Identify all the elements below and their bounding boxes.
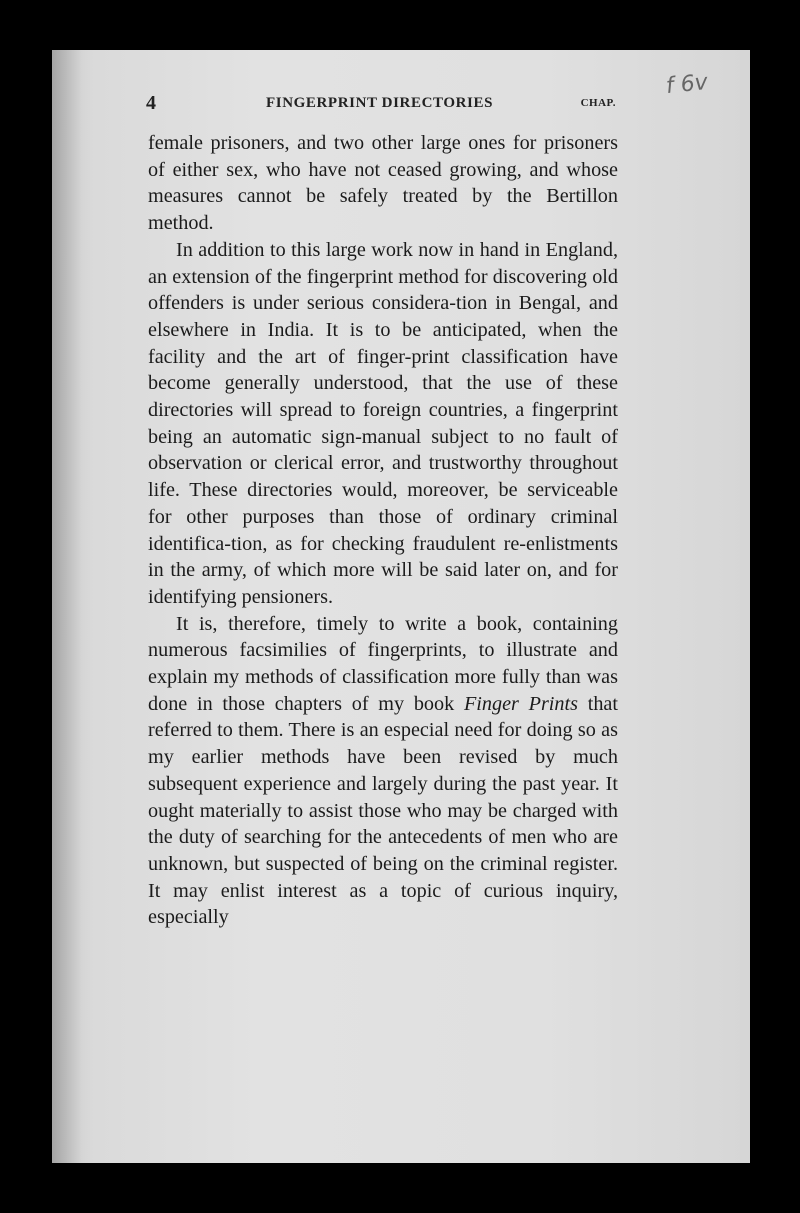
paragraph-3-text-after: that referred to them. There is an especial need for doing so as my earlier methods have been revised by much subsequent experience and largely during the past year. It ought materially to assist those who may be charged with the duty of searching for the antecedents of men who are unknown, but suspected of being on the criminal register. It may enlist interest as a topic of curious inquiry, especially: [148, 692, 618, 929]
paragraph-1: female prisoners, and two other large ones for prisoners of either sex, who have not ceased growing, and whose measures cannot be safely treated by the Bertillon method.: [148, 132, 618, 235]
handwritten-folio-note: f 6v: [665, 69, 710, 100]
running-head: [146, 92, 616, 116]
chapter-abbrev: CHAP.: [580, 97, 616, 109]
body-text: [148, 130, 618, 931]
page-gutter-shadow: [52, 50, 82, 1163]
book-title: Finger Prints: [463, 692, 578, 715]
paragraph-3: [148, 611, 618, 931]
page-number: 4: [146, 92, 156, 114]
paragraph-2: In addition to this large work now in hand in England, an extension of the fingerprint method for discovering old offenders is under serious considera-tion in Bengal, and elsewhere in India. It is to be anticipated, when the facility and the art of finger-print classification have become generally understood, that the use of these directories will spread to foreign countries, a fingerprint being an automatic sign-manual subject to no fault of observation or clerical error, and trustworthy throughout life. These directories would, moreover, be serviceable for other purposes than those of ordinary criminal identifica-tion, as for checking fraudulent re-enlistments in the army, of which more will be said later on, and for identifying pensioners.: [148, 238, 618, 608]
paragraph-3-text-before: It is, therefore, timely to write a book, containing numerous facsimilies of fingerprints, to illustrate and explain my methods of classification more fully than was done in those chapters of my book: [148, 612, 618, 715]
running-title: FINGERPRINT DIRECTORIES: [266, 95, 494, 111]
